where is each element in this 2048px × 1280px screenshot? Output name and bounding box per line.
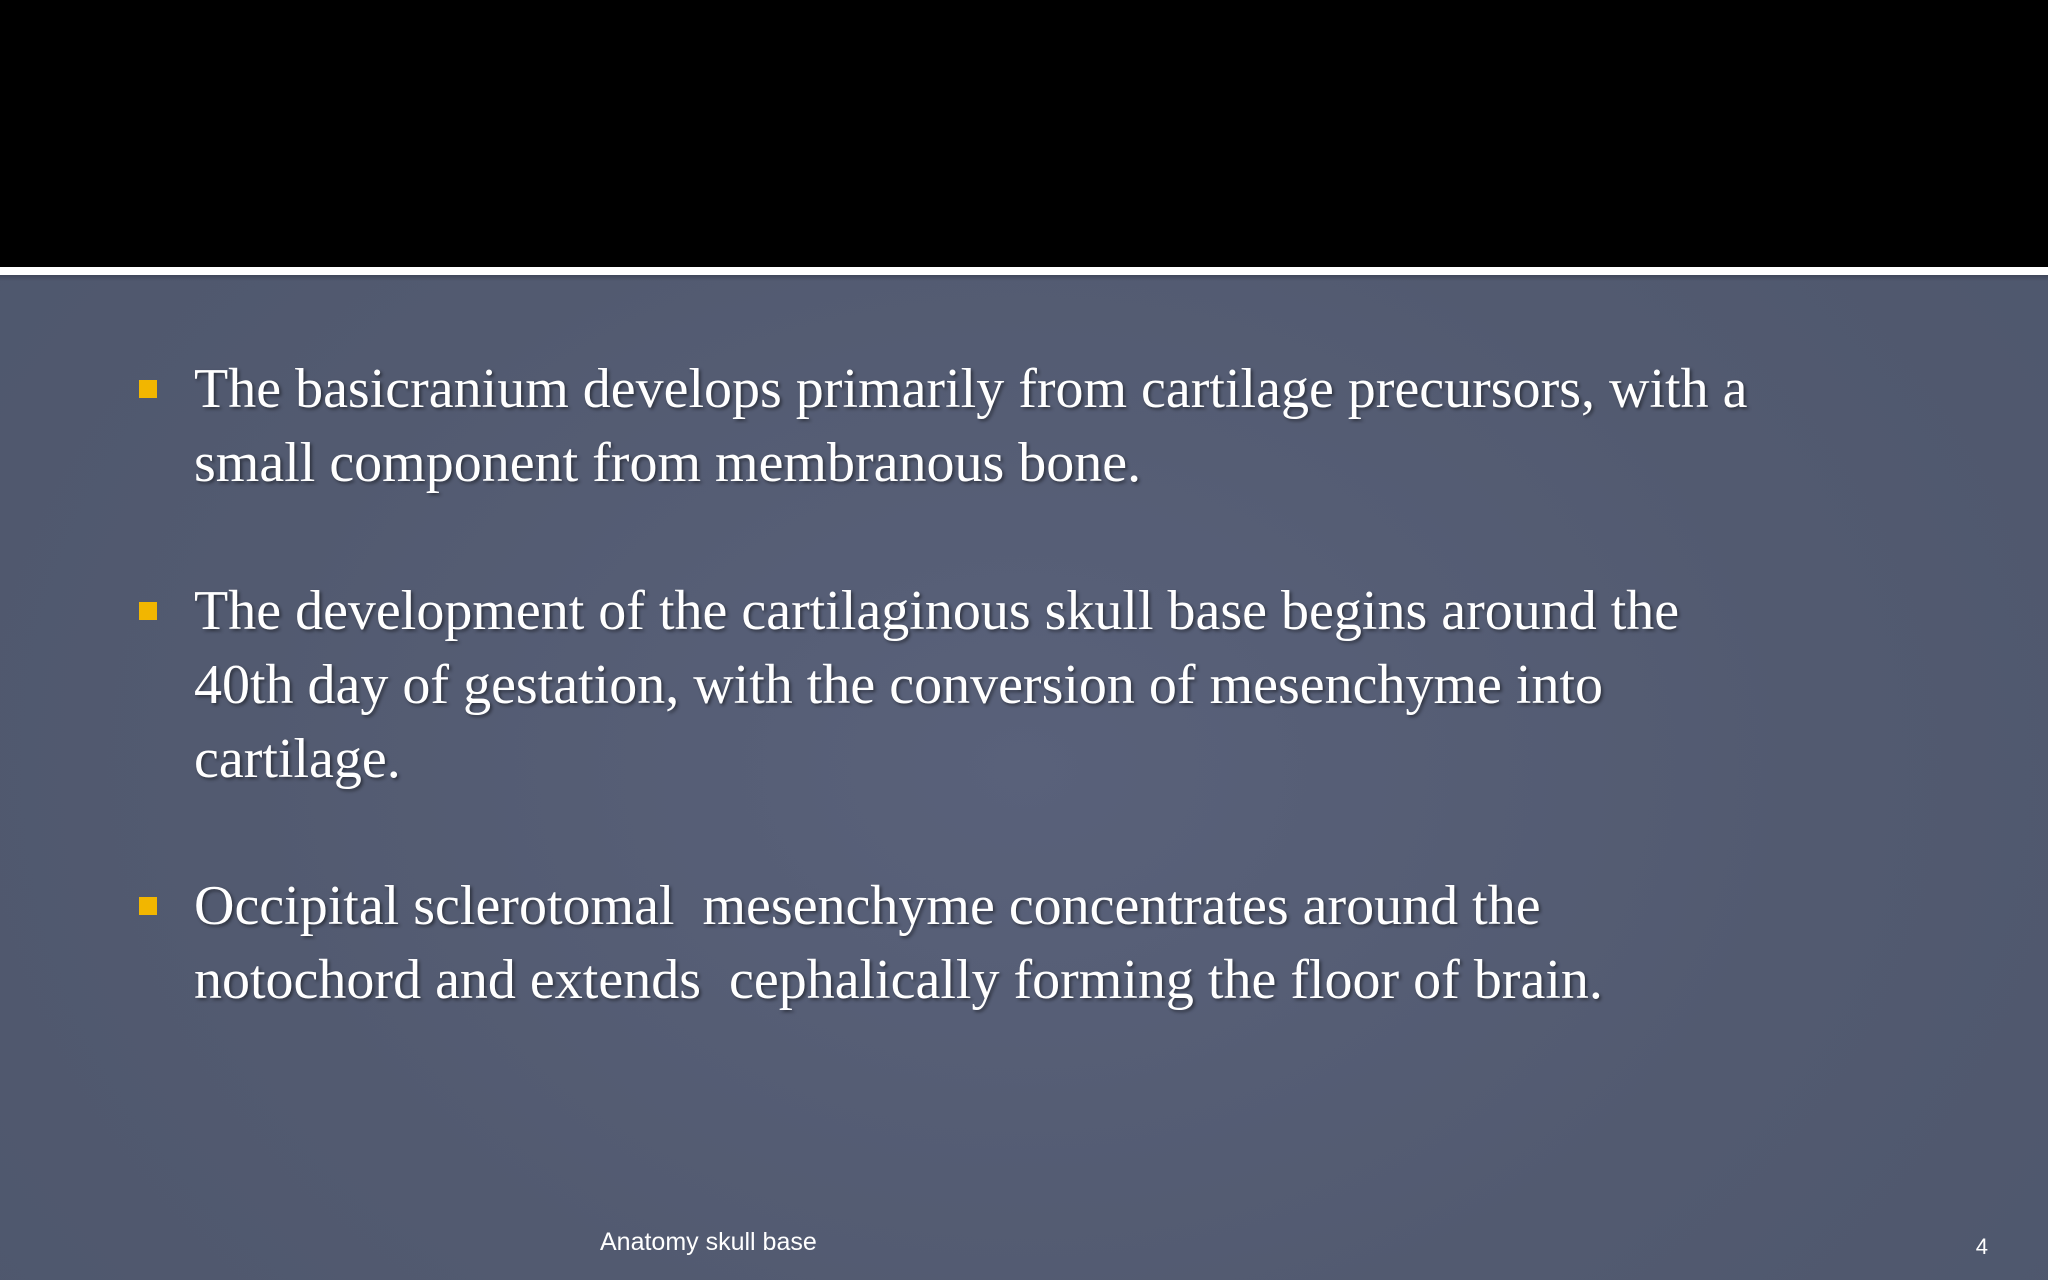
bullet-text: The development of the cartilaginous skull base begins around the 40th day of gestation, with the conversion of mesenchyme into cartilage. <box>194 580 1680 790</box>
square-bullet-icon <box>139 897 157 915</box>
page-number: 4 <box>1975 1234 1988 1259</box>
bullet-text: Occipital sclerotomal mesenchyme concentrates around the notochord and extends cephalically forming the floor of brain. <box>194 875 1603 1011</box>
square-bullet-icon <box>139 380 157 398</box>
square-bullet-icon <box>139 602 157 620</box>
bullet-text: The basicranium develops primarily from cartilage precursors, with a small component from membranous bone. <box>194 358 1748 494</box>
slide-footer: Anatomy skull base <box>600 1228 817 1256</box>
